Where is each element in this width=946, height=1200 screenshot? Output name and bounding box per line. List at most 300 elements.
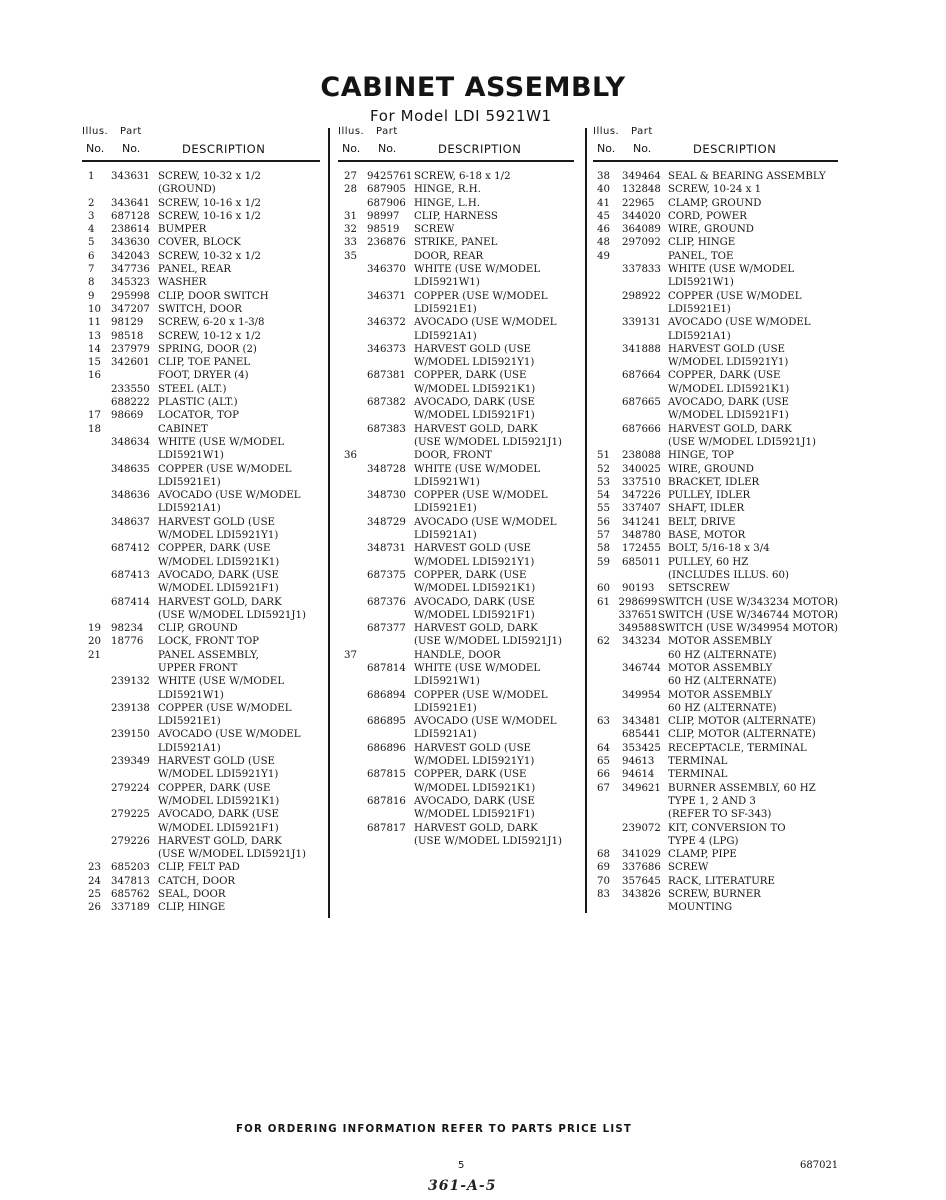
header-illus-no: No. <box>342 142 361 155</box>
part-number <box>111 502 158 515</box>
illus-number <box>593 263 622 276</box>
part-description: COPPER, DARK (USE <box>414 569 527 581</box>
illus-number <box>82 848 111 861</box>
part-number <box>367 529 414 542</box>
part-description: W/MODEL LDI5921F1) <box>414 809 535 821</box>
part-number: 279226 <box>111 835 150 847</box>
part-number: 687814 <box>367 662 406 674</box>
part-row <box>338 223 574 236</box>
page-title-text: CABINET ASSEMBLY <box>320 72 626 103</box>
part-row <box>82 423 320 436</box>
illus-number <box>338 529 367 542</box>
illus-number <box>338 822 367 835</box>
illus-number <box>82 689 111 702</box>
part-description: CABINET <box>158 423 208 435</box>
part-row <box>593 449 838 462</box>
illus-number <box>338 436 367 449</box>
part-number <box>111 556 158 569</box>
part-description: AVOCADO (USE W/MODEL <box>158 490 301 502</box>
part-number: 347207 <box>111 303 150 315</box>
part-description: SCREW, 10-16 x 1/2 <box>158 197 262 209</box>
part-number <box>111 649 158 662</box>
part-number: 685011 <box>622 556 661 568</box>
part-description: CLIP, HINGE <box>158 902 226 914</box>
part-number: 343826 <box>622 889 661 901</box>
part-row <box>593 276 838 289</box>
part-number <box>111 529 158 542</box>
illus-number: 26 <box>88 902 101 914</box>
illus-number <box>82 556 111 569</box>
part-description: PANEL, REAR <box>158 264 232 276</box>
illus-number <box>338 782 367 795</box>
part-description: SCREW <box>414 224 455 236</box>
part-row <box>338 569 574 582</box>
part-description: W/MODEL LDI5921F1) <box>414 410 535 422</box>
part-description: W/MODEL LDI5921K1) <box>414 782 536 794</box>
part-description: W/MODEL LDI5921F1) <box>158 583 279 595</box>
illus-number <box>593 728 622 741</box>
part-number <box>622 569 668 582</box>
part-number: 22965 <box>622 197 655 209</box>
part-number: 687376 <box>367 596 406 608</box>
part-description: SCREW, 10-24 x 1 <box>668 184 762 196</box>
part-description: SWITCH (USE W/349954 MOTOR) <box>657 623 838 635</box>
part-row <box>593 875 838 888</box>
part-row <box>338 635 574 648</box>
part-number <box>367 250 414 263</box>
part-number <box>622 901 668 914</box>
part-number <box>367 755 414 768</box>
part-row <box>593 356 838 369</box>
part-description: TYPE 4 (LPG) <box>668 835 739 847</box>
part-row <box>593 649 838 662</box>
illus-number <box>338 516 367 529</box>
part-description: W/MODEL LDI5921Y1) <box>668 357 789 369</box>
illus-number <box>338 569 367 582</box>
part-description: SEAL & BEARING ASSEMBLY <box>668 171 826 182</box>
illus-number: 65 <box>597 756 610 768</box>
part-number <box>367 330 414 343</box>
illus-number: 11 <box>88 317 101 329</box>
part-row <box>338 768 574 781</box>
part-number: 279225 <box>111 809 150 821</box>
part-row <box>338 303 574 316</box>
illus-number: 83 <box>597 889 610 901</box>
part-number: 239150 <box>111 729 150 741</box>
part-row <box>593 383 838 396</box>
part-row <box>593 369 838 382</box>
part-description: AVOCADO, DARK (USE <box>668 397 789 409</box>
part-description: 60 HZ (ALTERNATE) <box>668 649 777 661</box>
illus-number <box>338 835 367 848</box>
part-row <box>593 715 838 728</box>
part-number: 687666 <box>622 423 661 435</box>
part-description: HARVEST GOLD (USE <box>158 756 275 768</box>
part-number <box>111 768 158 781</box>
part-description: LDI5921W1) <box>158 450 224 462</box>
illus-number <box>593 290 622 303</box>
part-number <box>111 848 158 861</box>
part-row <box>593 861 838 874</box>
part-row <box>593 742 838 755</box>
part-description: BURNER ASSEMBLY, 60 HZ <box>668 782 816 794</box>
illus-number <box>338 383 367 396</box>
part-row <box>338 396 574 409</box>
illus-number: 19 <box>88 623 101 635</box>
illus-number: 41 <box>597 197 610 209</box>
part-number: 337189 <box>111 902 150 914</box>
part-description: AVOCADO, DARK (USE <box>414 397 535 409</box>
part-description: SPRING, DOOR (2) <box>158 343 257 355</box>
part-row <box>593 396 838 409</box>
part-row <box>593 848 838 861</box>
part-row <box>338 197 574 210</box>
illus-number <box>338 542 367 555</box>
parts-list <box>82 170 320 915</box>
header-description: DESCRIPTION <box>438 142 522 156</box>
part-row <box>82 635 320 648</box>
part-row <box>338 316 574 329</box>
part-row <box>338 795 574 808</box>
part-row <box>593 489 838 502</box>
part-description: W/MODEL LDI5921K1) <box>414 383 536 395</box>
parts-column-3 <box>593 126 838 915</box>
part-number: 98518 <box>111 330 144 342</box>
illus-number: 16 <box>88 370 101 382</box>
illus-number <box>338 423 367 436</box>
part-row <box>338 463 574 476</box>
part-number <box>111 449 158 462</box>
part-description: CLIP, HARNESS <box>414 210 498 222</box>
illus-number: 14 <box>88 343 101 355</box>
illus-number <box>338 808 367 821</box>
part-description: AVOCADO, DARK (USE <box>158 569 279 581</box>
part-row <box>82 582 320 595</box>
part-description: CORD, POWER <box>668 210 747 222</box>
part-number: 687816 <box>367 795 406 807</box>
part-row <box>82 808 320 821</box>
part-row <box>338 689 574 702</box>
illus-number <box>82 782 111 795</box>
part-description: W/MODEL LDI5921K1) <box>668 383 790 395</box>
part-description: MOTOR ASSEMBLY <box>668 636 773 648</box>
illus-number <box>82 835 111 848</box>
part-description: AVOCADO (USE W/MODEL <box>158 729 301 741</box>
part-description: HARVEST GOLD, DARK <box>668 423 792 435</box>
part-description: WHITE (USE W/MODEL <box>158 436 285 448</box>
part-description: HARVEST GOLD (USE <box>668 343 785 355</box>
part-row <box>82 276 320 289</box>
illus-number <box>82 808 111 821</box>
illus-number <box>82 529 111 542</box>
part-number <box>622 795 668 808</box>
part-number: 98234 <box>111 623 144 635</box>
part-description: SCREW, 10-12 x 1/2 <box>158 330 262 342</box>
part-row <box>338 170 574 183</box>
part-number <box>367 476 414 489</box>
part-row <box>593 263 838 276</box>
part-description: SHAFT, IDLER <box>668 503 745 515</box>
illus-number <box>82 662 111 675</box>
part-number: 9425761 <box>367 171 413 182</box>
part-description: (USE W/MODEL LDI5921J1) <box>414 835 562 847</box>
part-row <box>593 529 838 542</box>
illus-number: 17 <box>88 410 101 422</box>
part-description: (USE W/MODEL LDI5921J1) <box>414 636 562 648</box>
part-number: 347226 <box>622 490 661 502</box>
part-number <box>622 330 668 343</box>
part-number: 687383 <box>367 423 406 435</box>
illus-number <box>338 728 367 741</box>
part-number <box>367 436 414 449</box>
illus-number <box>338 622 367 635</box>
part-row <box>593 236 838 249</box>
part-row <box>593 290 838 303</box>
illus-number: 37 <box>344 649 357 661</box>
part-row <box>82 702 320 715</box>
parts-list <box>593 170 838 915</box>
part-description: HARVEST GOLD, DARK <box>414 423 538 435</box>
part-row <box>82 223 320 236</box>
part-row <box>338 356 574 369</box>
part-number: 687664 <box>622 370 661 382</box>
part-description: COVER, BLOCK <box>158 237 241 249</box>
part-description: (REFER TO SF-343) <box>668 809 772 821</box>
part-number <box>111 423 158 436</box>
illus-number <box>593 622 618 635</box>
part-description: W/MODEL LDI5921Y1) <box>414 357 535 369</box>
part-number: 349621 <box>622 782 661 794</box>
part-row <box>593 795 838 808</box>
part-row <box>82 609 320 622</box>
part-row <box>82 596 320 609</box>
illus-number <box>593 808 622 821</box>
part-number: 337510 <box>622 476 661 488</box>
illus-number <box>82 822 111 835</box>
part-number <box>111 822 158 835</box>
part-row <box>593 223 838 236</box>
part-number <box>367 582 414 595</box>
illus-number <box>593 822 622 835</box>
part-description: UPPER FRONT <box>158 662 238 674</box>
part-description: MOTOR ASSEMBLY <box>668 689 773 701</box>
part-row <box>593 476 838 489</box>
handwritten-note: 361-A-5 <box>428 1178 497 1194</box>
part-row <box>338 755 574 768</box>
part-row <box>82 263 320 276</box>
part-number: 685441 <box>622 729 661 741</box>
illus-number: 4 <box>88 224 95 236</box>
part-number: 687817 <box>367 822 406 834</box>
part-number: 18776 <box>111 636 144 648</box>
illus-number <box>593 356 622 369</box>
part-row <box>82 197 320 210</box>
illus-number: 18 <box>88 423 101 435</box>
part-row <box>593 556 838 569</box>
part-row <box>593 782 838 795</box>
part-number <box>367 276 414 289</box>
part-row <box>82 449 320 462</box>
part-number: 239072 <box>622 822 661 834</box>
part-number: 94613 <box>622 756 655 768</box>
part-description: W/MODEL LDI5921K1) <box>158 556 280 568</box>
part-number: 172455 <box>622 543 661 555</box>
part-row <box>593 596 838 609</box>
part-description: HARVEST GOLD, DARK <box>414 623 538 635</box>
illus-number <box>82 715 111 728</box>
part-number <box>622 409 668 422</box>
part-number: 349588 <box>618 623 658 635</box>
part-row <box>82 356 320 369</box>
part-row <box>338 436 574 449</box>
part-row <box>82 330 320 343</box>
part-row <box>338 662 574 675</box>
part-row <box>593 423 838 436</box>
part-row <box>338 236 574 249</box>
part-number: 343630 <box>111 237 150 249</box>
illus-number <box>82 396 111 409</box>
header-description: DESCRIPTION <box>182 142 266 156</box>
part-row <box>593 888 838 901</box>
illus-number <box>338 609 367 622</box>
part-row <box>82 622 320 635</box>
illus-number <box>593 689 622 702</box>
part-number <box>111 662 158 675</box>
part-row <box>338 423 574 436</box>
part-description: LDI5921A1) <box>414 530 477 542</box>
part-description: DOOR, FRONT <box>414 450 492 462</box>
part-description: SCREW, 10-32 x 1/2 <box>158 250 262 262</box>
illus-number: 1 <box>88 171 95 182</box>
part-number <box>622 835 668 848</box>
part-description: SCREW <box>668 862 709 874</box>
part-number: 685762 <box>111 889 150 901</box>
part-number: 342601 <box>111 357 150 369</box>
illus-number <box>338 702 367 715</box>
part-row <box>338 516 574 529</box>
document-number: 687021 <box>800 1160 839 1171</box>
illus-number <box>338 276 367 289</box>
part-row <box>593 343 838 356</box>
part-row <box>593 542 838 555</box>
part-number <box>111 609 158 622</box>
part-number: 687414 <box>111 596 150 608</box>
part-row <box>338 782 574 795</box>
illus-number: 32 <box>344 224 357 236</box>
illus-number <box>593 276 622 289</box>
part-number: 346373 <box>367 343 406 355</box>
part-description: LOCK, FRONT TOP <box>158 636 260 648</box>
part-row <box>82 835 320 848</box>
part-row <box>82 875 320 888</box>
part-row <box>338 502 574 515</box>
part-row <box>593 808 838 821</box>
part-number: 340025 <box>622 463 661 475</box>
part-row <box>82 343 320 356</box>
part-description: KIT, CONVERSION TO <box>668 822 786 834</box>
illus-number <box>82 489 111 502</box>
part-description: HARVEST GOLD, DARK <box>158 835 282 847</box>
part-number: 237979 <box>111 343 150 355</box>
part-description: PULLEY, 60 HZ <box>668 556 749 568</box>
illus-number: 63 <box>597 716 610 728</box>
part-number: 364089 <box>622 224 661 236</box>
part-number: 98669 <box>111 410 144 422</box>
part-number <box>367 303 414 316</box>
illus-number: 31 <box>344 210 357 222</box>
column-header <box>593 126 838 162</box>
part-number <box>367 609 414 622</box>
part-description: AVOCADO (USE W/MODEL <box>668 317 811 329</box>
part-description: HARVEST GOLD, DARK <box>158 596 282 608</box>
illus-number <box>593 316 622 329</box>
part-number: 687413 <box>111 569 150 581</box>
part-row <box>593 170 838 183</box>
part-number: 348730 <box>367 490 406 502</box>
part-description: LDI5921A1) <box>668 330 731 342</box>
column-divider <box>585 128 587 913</box>
part-description: TYPE 1, 2 AND 3 <box>668 795 756 807</box>
part-description: HARVEST GOLD, DARK <box>414 822 538 834</box>
part-description: AVOCADO (USE W/MODEL <box>414 716 557 728</box>
part-description: W/MODEL LDI5921K1) <box>414 583 536 595</box>
part-description: PULLEY, IDLER <box>668 490 751 502</box>
illus-number: 51 <box>597 450 610 462</box>
part-description: COPPER (USE W/MODEL <box>414 490 548 502</box>
part-row <box>338 183 574 196</box>
part-number: 238614 <box>111 224 150 236</box>
illus-number <box>338 755 367 768</box>
part-number: 94614 <box>622 769 655 781</box>
part-description: 60 HZ (ALTERNATE) <box>668 676 777 688</box>
page-number: 5 <box>458 1160 465 1171</box>
part-row <box>338 290 574 303</box>
part-number: 687128 <box>111 210 150 222</box>
part-number: 337686 <box>622 862 661 874</box>
part-description: COPPER, DARK (USE <box>668 370 781 382</box>
part-description: W/MODEL LDI5921Y1) <box>158 530 279 542</box>
part-row <box>82 795 320 808</box>
illus-number <box>593 409 622 422</box>
part-row <box>338 742 574 755</box>
part-row <box>82 675 320 688</box>
part-description: LDI5921W1) <box>668 277 734 289</box>
part-number <box>622 702 668 715</box>
part-row <box>338 582 574 595</box>
part-description: PANEL, TOE <box>668 250 734 262</box>
part-row <box>593 901 838 914</box>
part-description: COPPER (USE W/MODEL <box>158 463 292 475</box>
part-number <box>367 728 414 741</box>
part-number: 353425 <box>622 742 661 754</box>
part-number <box>622 250 668 263</box>
part-number: 348634 <box>111 436 150 448</box>
illus-number: 28 <box>344 184 357 196</box>
header-illus: Illus. <box>593 126 620 137</box>
part-description: WASHER <box>158 277 207 289</box>
illus-number <box>82 755 111 768</box>
parts-list <box>338 170 574 848</box>
part-row <box>593 582 838 595</box>
part-description: SCREW, 6-20 x 1-3/8 <box>158 317 265 329</box>
part-description: LDI5921E1) <box>414 303 477 315</box>
part-description: COPPER (USE W/MODEL <box>668 290 802 302</box>
part-description: BUMPER <box>158 224 207 236</box>
part-description: SETSCREW <box>668 583 730 595</box>
part-number <box>622 436 668 449</box>
part-row <box>338 808 574 821</box>
part-row <box>593 330 838 343</box>
